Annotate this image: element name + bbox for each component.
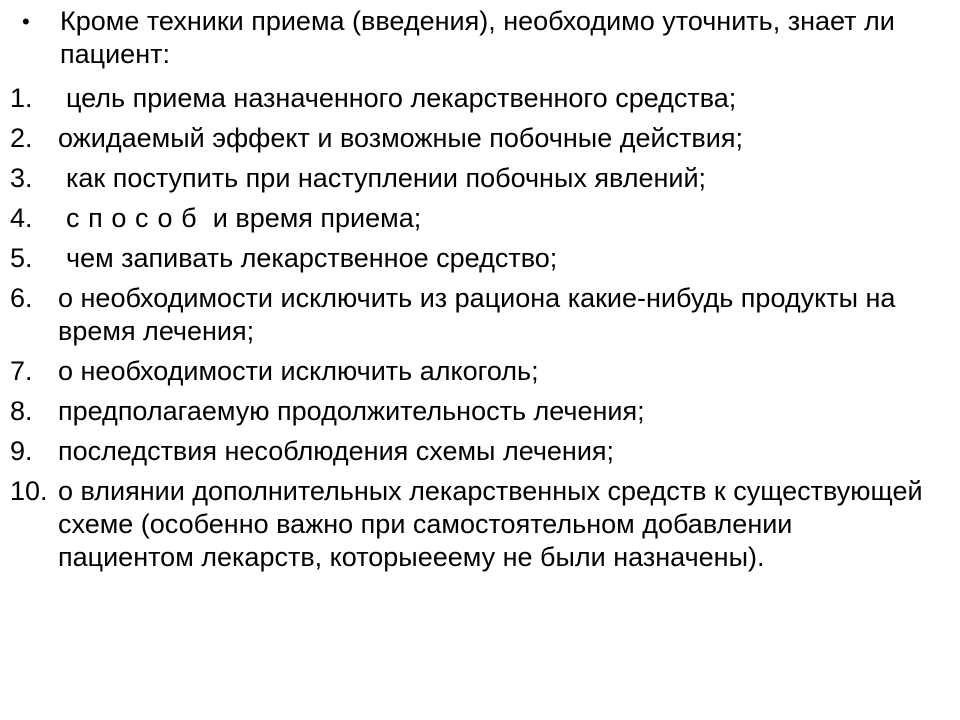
item-text-spaced: способ [66, 203, 206, 233]
item-text: последствия несоблюдения схемы лечения; [58, 436, 615, 466]
list-item-10 [10, 475, 930, 574]
item-number: 3. [10, 163, 33, 193]
bullet-icon: • [22, 9, 30, 34]
list-item-4 [10, 202, 930, 235]
list-item-2 [10, 122, 930, 155]
list-item-6 [10, 282, 930, 348]
item-text: как поступить при наступлении побочных явлений; [66, 163, 707, 193]
item-number: 8. [10, 396, 33, 426]
list-item-8 [10, 395, 930, 428]
list-item-9 [10, 435, 930, 468]
item-number: 9. [10, 436, 33, 466]
list-item-7 [10, 355, 930, 388]
item-text-rest: и время приема; [205, 203, 422, 233]
item-number: 6. [10, 283, 33, 313]
item-text: о необходимости исключить из рациона какие-нибудь продукты на время лечения; [58, 283, 896, 346]
item-number: 10. [10, 476, 48, 506]
item-number: 7. [10, 356, 33, 386]
item-text [58, 202, 930, 235]
item-text: предполагаемую продолжительность лечения; [58, 396, 645, 426]
intro-text: Кроме техники приема (введения), необходимо уточнить, знает ли пациент: [60, 6, 895, 69]
item-text: чем запивать лекарственное средство; [66, 243, 558, 273]
intro-row [20, 5, 920, 71]
item-text: ожидаемый эффект и возможные побочные действия; [58, 123, 743, 153]
intro-paragraph [20, 5, 920, 71]
item-number: 1. [10, 83, 33, 113]
numbered-list [10, 82, 930, 581]
list-item-5 [10, 242, 930, 275]
item-text: о влиянии дополнительных лекарственных средств к существующей схеме (особенно важно при самостоятельном добавлении пациентом лекарств, которыееему не были назначены). [58, 476, 923, 572]
list-item-3 [10, 162, 930, 195]
item-text: о необходимости исключить алкоголь; [58, 356, 539, 386]
list-item-1 [10, 82, 930, 115]
item-text: цель приема назначенного лекарственного средства; [66, 83, 737, 113]
item-number: 5. [10, 243, 33, 273]
item-number: 4. [10, 203, 33, 233]
item-number: 2. [10, 123, 33, 153]
